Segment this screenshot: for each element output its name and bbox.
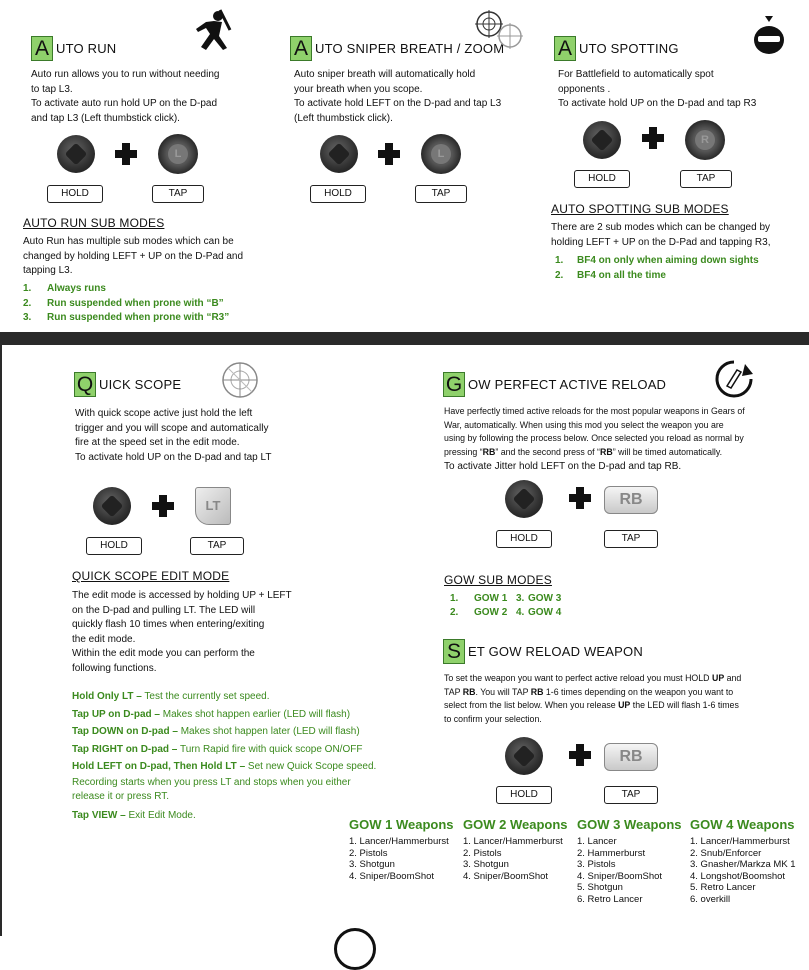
bottom-logo-icon [334,928,376,970]
weapons-title: GOW 3 Weapons [577,817,682,832]
desc-part: 1-6 times depending on the weapon you want to [543,686,734,697]
list-item: 1. Lancer/Hammerburst [349,836,449,847]
desc-line [444,672,794,686]
desc-line: To activate hold UP on the D-pad and tap LT [75,451,272,463]
function-text: Test the currently set speed. [141,691,270,702]
list-item: 2. Pistols [349,847,388,859]
desc-line: Within the edit mode you can perform the [72,648,255,659]
hold-label: HOLD [574,170,630,188]
list-text: BF4 on only when aiming down sights [577,255,759,266]
tap-label: TAP [415,185,467,203]
list-text: GOW 1 [474,593,508,604]
function-item [72,723,402,741]
desc-line: (Left thumbstick click). [294,112,393,124]
list-text: Always runs [47,283,106,294]
desc-part: pressing “ [444,446,483,457]
gow-submodes-title: GOW SUB MODES [444,573,552,587]
desc-line: quickly flash 10 times when entering/exiting [72,619,265,630]
scope-reticle-icon [219,360,261,400]
thumbstick-icon [158,134,198,174]
dpad-icon [505,480,543,518]
list-num: 1. [555,255,564,266]
quick-scope-functions [72,688,402,824]
auto-spotting-heading [554,36,679,61]
weapons-title: GOW 2 Weapons [463,817,568,832]
rb-button-icon: RB [604,743,658,771]
desc-line: to tap L3. [31,83,73,95]
rb-button-icon: RB [604,486,658,514]
gow-reload-heading [443,372,666,397]
desc-line [444,686,794,700]
hold-label: HOLD [310,185,366,203]
dpad-icon [320,135,358,173]
heading-title: ET GOW RELOAD WEAPON [468,644,643,659]
desc-bold: RB [482,446,496,457]
desc-bold: UP [711,673,725,683]
desc-part: and [724,673,742,683]
desc-line: Auto sniper breath will automatically hold [294,69,476,80]
soldier-helmet-icon [752,16,786,56]
desc-part: the LED will flash 1-6 times [630,700,739,710]
weapons-list [463,836,575,882]
list-item [23,311,229,326]
plus-icon [152,495,174,517]
lt-trigger-icon: LT [195,487,231,525]
running-soldier-icon [192,8,234,56]
list-num: 3. [516,593,525,604]
desc-part: ” and the second press of “ [495,446,600,457]
desc-part: . You will TAP [475,686,531,697]
list-item: 6. overkill [690,893,731,905]
desc-line: your breath when you scope. [294,83,423,95]
function-text: Turn Rapid fire with quick scope ON/OFF [177,743,363,755]
set-gow-heading [443,639,643,664]
heading-letter: A [31,36,53,61]
desc-line: and tap L3 (Left thumbstick click). [31,112,180,124]
hold-label: HOLD [496,786,552,804]
list-item [23,282,229,297]
list-item [23,297,229,312]
dpad-icon [57,135,95,173]
desc-line: opponents . [558,83,611,95]
gow-reload-activate: To activate Jitter hold LEFT on the D-pad and tap RB. [444,461,682,472]
list-item: 4. Sniper/BoomShot [463,870,549,882]
thumbstick-label: L [431,144,451,164]
list-num: 3. [23,312,32,323]
thumbstick-label: L [168,144,188,164]
list-item: 6. Retro Lancer [577,893,643,905]
tap-label: TAP [190,537,244,555]
desc-part: select from the list below. When you release [444,700,619,710]
list-item: 2. Snub/Enforcer [690,847,762,859]
weapons-title: GOW 4 Weapons [690,817,795,832]
heading-letter: Q [74,372,96,397]
function-item [72,706,402,724]
desc-part: To set the weapon you want to perfect active reload you must HOLD [444,673,712,683]
list-item: 2. Hammerburst [577,847,646,859]
heading-title: UTO SPOTTING [579,41,679,56]
list-item [450,606,561,620]
list-item: 4. Sniper/BoomShot [349,870,435,882]
desc-line: to confirm your selection. [444,713,542,724]
heading-title: UICK SCOPE [99,377,182,392]
desc-part: TAP [444,686,463,697]
reload-cycle-icon [713,358,755,400]
hold-label: HOLD [47,185,103,203]
function-extra: Recording starts when you press LT and stops when you either [72,776,351,788]
desc-line: trigger and you will scope and automatically [75,422,269,434]
gow2-weapons [463,817,575,882]
crosshair-scope-icon [473,10,525,52]
desc-line: changed by holding LEFT + UP on the D-Pad and [23,250,244,262]
desc-line: To activate auto run hold UP on the D-pad [31,98,218,109]
auto-run-description [31,68,261,126]
tap-label: TAP [680,170,732,188]
desc-bold: RB [600,446,613,457]
function-key: Hold Only LT – [72,691,142,702]
heading-letter: A [554,36,576,61]
list-item: 3. Shotgun [463,859,509,870]
tap-label: TAP [152,185,204,203]
list-text: BF4 on all the time [577,269,666,281]
auto-run-submodes-title: AUTO RUN SUB MODES [23,216,165,230]
list-item: 1. Lancer/Hammerburst [690,836,790,847]
list-num: 4. [516,607,525,618]
list-text: GOW 3 [528,593,562,604]
list-item [555,269,759,284]
heading-title: OW PERFECT ACTIVE RELOAD [468,377,667,392]
thumbstick-icon [685,120,725,160]
desc-line [444,699,794,713]
list-num: 1. [23,283,32,294]
desc-line: There are 2 sub modes which can be changed by [551,222,771,233]
dpad-icon [583,121,621,159]
plus-icon [115,143,137,165]
dpad-icon [505,737,543,775]
heading-letter: G [443,372,465,397]
list-text: GOW 2 [474,607,508,618]
list-item [450,592,561,606]
list-num: 2. [450,607,459,618]
function-key: Hold LEFT on D-pad, Then Hold LT – [72,761,246,772]
weapons-list [577,836,689,905]
weapons-title: GOW 1 Weapons [349,817,454,832]
function-key: Tap RIGHT on D-pad – [72,743,178,755]
dpad-icon [93,487,131,525]
desc-line: holding LEFT + UP on the D-Pad and tapping R3, [551,236,771,248]
gow1-weapons [349,817,461,882]
tap-label: TAP [604,786,658,804]
weapons-list [349,836,461,882]
desc-line: Auto Run has multiple sub modes which can be [23,236,234,247]
function-text: Set new Quick Scope speed. [245,761,377,772]
list-text: Run suspended when prone with “R3” [47,312,230,323]
desc-line: For Battlefield to automatically spot [558,69,714,80]
plus-icon [569,487,591,509]
auto-spotting-modes-list [555,254,759,283]
function-item [72,688,402,706]
list-item: 1. Lancer [577,836,617,847]
quick-scope-edit-title: QUICK SCOPE EDIT MODE [72,569,230,583]
desc-line: the edit mode. [72,633,136,645]
list-item [555,254,759,269]
function-key: Tap VIEW – [72,809,126,821]
function-text: Makes shot happen earlier (LED will flash) [159,708,351,720]
list-text: GOW 4 [528,607,562,618]
gow3-weapons [577,817,689,905]
desc-line: To activate hold LEFT on the D-pad and tap L3 [294,98,502,109]
function-key: Tap UP on D-pad – [72,708,160,720]
set-gow-description [444,672,794,726]
list-item: 1. Lancer/Hammerburst [463,836,563,847]
function-item [72,741,402,759]
auto-sniper-description [294,68,534,126]
auto-spotting-submodes-desc [551,221,801,250]
function-item [72,758,402,776]
list-item: 2. Pistols [463,847,502,859]
auto-spotting-description [558,68,798,112]
heading-title: UTO RUN [56,41,117,56]
gow-reload-description [444,405,794,459]
desc-bold: RB [462,686,476,697]
list-num: 2. [23,297,32,309]
hold-label: HOLD [496,530,552,548]
thumbstick-icon [421,134,461,174]
desc-line: fire at the speed set in the edit mode. [75,437,240,448]
plus-icon [642,127,664,149]
list-item: 3. Pistols [577,859,616,870]
list-num: 1. [450,593,459,604]
desc-bold: UP [618,700,631,710]
list-item: 5. Shotgun [577,882,623,893]
list-item: 3. Gnasher/Markza MK 1 [690,859,796,870]
auto-run-submodes-desc [23,235,263,279]
desc-line: following functions. [72,662,157,674]
tap-label: TAP [604,530,658,548]
desc-line: using by following the process below. Once selected you reload as normal by [444,433,744,443]
left-border [0,345,2,936]
quick-scope-heading [74,372,181,397]
section-divider [0,332,809,345]
desc-bold: RB [530,686,544,697]
list-text: Run suspended when prone with “B” [47,297,224,309]
auto-run-modes-list [23,282,229,326]
plus-icon [569,744,591,766]
desc-line: To activate hold UP on the D-pad and tap R3 [558,98,757,109]
function-key: Tap DOWN on D-pad – [72,726,178,737]
list-num: 2. [555,269,564,281]
desc-line: The edit mode is accessed by holding UP + LEFT [72,590,292,601]
desc-part: ” will be timed automatically. [612,446,723,457]
auto-spotting-submodes-title: AUTO SPOTTING SUB MODES [551,202,729,216]
desc-line: Auto run allows you to run without needing [31,69,220,80]
quick-scope-edit-desc [72,589,322,676]
desc-line: With quick scope active just hold the left [75,408,253,419]
function-text: Makes shot happen later (LED will flash) [177,726,360,737]
thumbstick-label: R [695,130,715,150]
plus-icon [378,143,400,165]
list-item: 4. Longshot/Boomshot [690,870,786,882]
weapons-list [690,836,806,905]
quick-scope-description [75,407,315,465]
heading-letter: A [290,36,312,61]
desc-line [444,446,794,460]
function-extra: release it or press RT. [72,790,170,802]
gow4-weapons [690,817,806,905]
desc-line: War, automatically. When using this mod you select the weapon you are [444,419,724,430]
function-text: Exit Edit Mode. [125,809,196,821]
hold-label: HOLD [86,537,142,555]
list-item: 3. Shotgun [349,859,395,870]
list-item: 5. Retro Lancer [690,882,756,893]
desc-line: on the D-pad and pulling LT. The LED will [72,604,256,616]
list-item: 4. Sniper/BoomShot [577,870,663,882]
gow-submodes-list [450,592,561,620]
heading-title: UTO SNIPER BREATH / ZOOM [315,41,505,56]
desc-line: tapping L3. [23,265,73,276]
auto-run-heading [31,36,116,61]
heading-letter: S [443,639,465,664]
desc-line: Have perfectly timed active reloads for the most popular weapons in Gears of [444,406,745,416]
